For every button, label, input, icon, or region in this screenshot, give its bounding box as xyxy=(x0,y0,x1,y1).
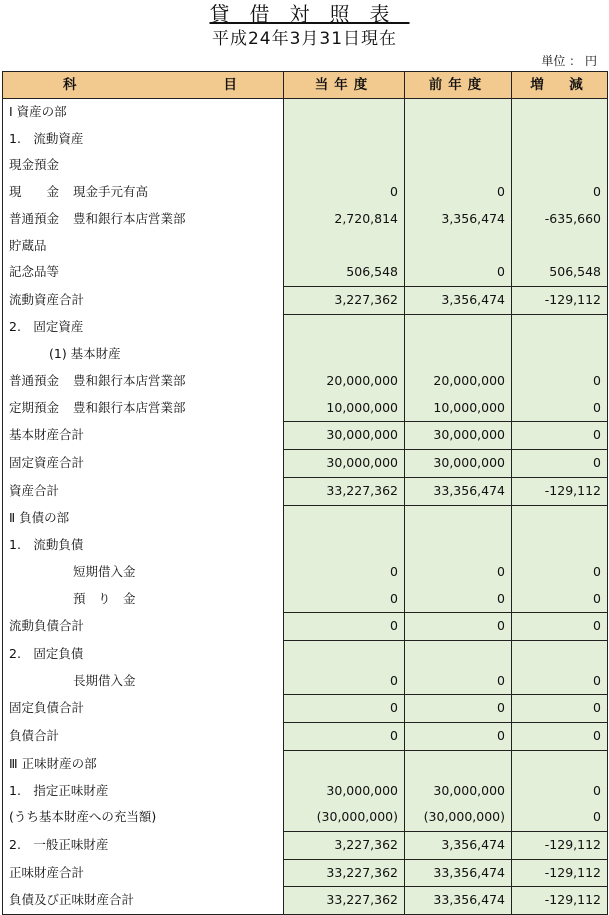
table-row xyxy=(3,668,608,695)
change-value: 0 xyxy=(512,695,608,723)
account-name: 普通預金 xyxy=(9,210,60,226)
table-row xyxy=(3,887,608,915)
previous-value xyxy=(405,99,512,126)
row-label xyxy=(3,206,284,233)
current-value: 30,000,000 xyxy=(284,422,405,450)
previous-value: 3,356,474 xyxy=(405,831,512,859)
account-detail: 豊和銀行本店営業部 xyxy=(73,210,186,226)
row-label: (うち基本財産への充当額) xyxy=(3,804,284,831)
row-label: 2. 一般正味財産 xyxy=(3,831,284,859)
previous-value: 30,000,000 xyxy=(405,778,512,805)
previous-value: 33,356,474 xyxy=(405,477,512,505)
change-value: -635,660 xyxy=(512,206,608,233)
current-value xyxy=(284,750,405,777)
table-row xyxy=(3,750,608,777)
row-label: 記念品等 xyxy=(3,259,284,286)
change-value xyxy=(512,641,608,668)
header-current-year: 当年度 xyxy=(284,72,405,99)
row-label xyxy=(3,395,284,422)
current-value: 10,000,000 xyxy=(284,395,405,422)
row-label: 1. 流動負債 xyxy=(3,532,284,559)
table-row xyxy=(3,233,608,260)
account-name: 普通預金 xyxy=(9,373,60,389)
account-name: 現 金 xyxy=(9,184,60,200)
change-value: 0 xyxy=(512,395,608,422)
row-label: 短期借入金 xyxy=(3,559,284,586)
current-value xyxy=(284,505,405,532)
previous-value: 0 xyxy=(405,259,512,286)
table-row xyxy=(3,477,608,505)
header-account xyxy=(3,72,284,99)
table-row xyxy=(3,532,608,559)
table-row xyxy=(3,126,608,153)
table-row xyxy=(3,368,608,395)
table-row xyxy=(3,778,608,805)
table-row xyxy=(3,179,608,206)
current-value xyxy=(284,641,405,668)
current-value: 0 xyxy=(284,179,405,206)
current-value: 33,227,362 xyxy=(284,477,405,505)
table-row xyxy=(3,450,608,478)
previous-value xyxy=(405,152,512,179)
row-label: 現金預金 xyxy=(3,152,284,179)
current-value: 2,720,814 xyxy=(284,206,405,233)
row-label: Ⅲ 正味財産の部 xyxy=(3,750,284,777)
current-value: 0 xyxy=(284,695,405,723)
change-value: -129,112 xyxy=(512,286,608,314)
row-label: 預 り 金 xyxy=(3,586,284,613)
table-row xyxy=(3,286,608,314)
change-value: -129,112 xyxy=(512,831,608,859)
current-value: 33,227,362 xyxy=(284,887,405,915)
table-row xyxy=(3,804,608,831)
change-value: 0 xyxy=(512,559,608,586)
change-value xyxy=(512,750,608,777)
balance-sheet-table xyxy=(2,71,608,915)
table-row xyxy=(3,152,608,179)
table-header-row xyxy=(3,72,608,99)
table-row xyxy=(3,341,608,368)
previous-value: 0 xyxy=(405,668,512,695)
document-date: 平成24年3月31日現在 xyxy=(211,29,398,49)
previous-value: 33,356,474 xyxy=(405,859,512,887)
previous-value: 0 xyxy=(405,559,512,586)
current-value: 506,548 xyxy=(284,259,405,286)
row-label: (1) 基本財産 xyxy=(3,341,284,368)
current-value: 33,227,362 xyxy=(284,859,405,887)
change-value: 506,548 xyxy=(512,259,608,286)
row-label: 流動負債合計 xyxy=(3,613,284,641)
table-row xyxy=(3,259,608,286)
current-value xyxy=(284,99,405,126)
header-change: 増 減 xyxy=(512,72,608,99)
change-value: 0 xyxy=(512,668,608,695)
account-detail: 豊和銀行本店営業部 xyxy=(73,399,186,415)
row-label: 固定資産合計 xyxy=(3,450,284,478)
current-value: 30,000,000 xyxy=(284,778,405,805)
row-label: 長期借入金 xyxy=(3,668,284,695)
current-value xyxy=(284,341,405,368)
header-account-right: 目 xyxy=(223,77,237,93)
change-value: 0 xyxy=(512,586,608,613)
current-value: 0 xyxy=(284,586,405,613)
table-row xyxy=(3,695,608,723)
current-value xyxy=(284,152,405,179)
current-value: 0 xyxy=(284,723,405,751)
row-label: Ⅰ 資産の部 xyxy=(3,99,284,126)
table-row xyxy=(3,613,608,641)
row-label: 2. 固定資産 xyxy=(3,314,284,341)
change-value xyxy=(512,314,608,341)
previous-value xyxy=(405,341,512,368)
previous-value: 0 xyxy=(405,613,512,641)
account-name: 定期預金 xyxy=(9,399,60,415)
row-label: 流動資産合計 xyxy=(3,286,284,314)
table-row xyxy=(3,559,608,586)
current-value: 0 xyxy=(284,559,405,586)
unit-label: 単位 ： 円 xyxy=(541,54,597,68)
previous-value: (30,000,000) xyxy=(405,804,512,831)
previous-value: 0 xyxy=(405,695,512,723)
previous-value xyxy=(405,532,512,559)
previous-value: 30,000,000 xyxy=(405,450,512,478)
row-label: 貯蔵品 xyxy=(3,233,284,260)
change-value: 0 xyxy=(512,368,608,395)
previous-value xyxy=(405,126,512,153)
previous-value: 0 xyxy=(405,586,512,613)
change-value xyxy=(512,505,608,532)
table-row xyxy=(3,99,608,126)
table-row xyxy=(3,206,608,233)
current-value: 3,227,362 xyxy=(284,286,405,314)
change-value xyxy=(512,126,608,153)
current-value xyxy=(284,233,405,260)
previous-value xyxy=(405,233,512,260)
change-value: 0 xyxy=(512,778,608,805)
header-previous-year: 前年度 xyxy=(405,72,512,99)
previous-value: 30,000,000 xyxy=(405,422,512,450)
change-value: 0 xyxy=(512,450,608,478)
current-value: 30,000,000 xyxy=(284,450,405,478)
change-value: 0 xyxy=(512,804,608,831)
change-value xyxy=(512,532,608,559)
change-value xyxy=(512,99,608,126)
row-label xyxy=(3,179,284,206)
previous-value: 3,356,474 xyxy=(405,286,512,314)
previous-value: 10,000,000 xyxy=(405,395,512,422)
current-value xyxy=(284,126,405,153)
current-value xyxy=(284,314,405,341)
current-value: 0 xyxy=(284,668,405,695)
current-value: 0 xyxy=(284,613,405,641)
change-value: -129,112 xyxy=(512,477,608,505)
header-account-left: 科 xyxy=(63,77,77,93)
row-label: 正味財産合計 xyxy=(3,859,284,887)
change-value: 0 xyxy=(512,613,608,641)
previous-value: 33,356,474 xyxy=(405,887,512,915)
table-row xyxy=(3,723,608,751)
table-row xyxy=(3,859,608,887)
table-row xyxy=(3,422,608,450)
current-value: (30,000,000) xyxy=(284,804,405,831)
row-label: 基本財産合計 xyxy=(3,422,284,450)
row-label xyxy=(3,368,284,395)
previous-value xyxy=(405,314,512,341)
table-row xyxy=(3,586,608,613)
account-detail: 豊和銀行本店営業部 xyxy=(73,373,186,389)
row-label: 固定負債合計 xyxy=(3,695,284,723)
change-value: -129,112 xyxy=(512,859,608,887)
previous-value: 20,000,000 xyxy=(405,368,512,395)
change-value xyxy=(512,341,608,368)
change-value xyxy=(512,233,608,260)
previous-value: 3,356,474 xyxy=(405,206,512,233)
table-row xyxy=(3,505,608,532)
change-value: 0 xyxy=(512,723,608,751)
table-row xyxy=(3,831,608,859)
row-label: Ⅱ 負債の部 xyxy=(3,505,284,532)
previous-value: 0 xyxy=(405,723,512,751)
table-row xyxy=(3,395,608,422)
table-row xyxy=(3,641,608,668)
previous-value xyxy=(405,505,512,532)
document-title: 貸借対照表 xyxy=(209,2,410,26)
current-value: 3,227,362 xyxy=(284,831,405,859)
previous-value xyxy=(405,750,512,777)
change-value: 0 xyxy=(512,422,608,450)
account-detail: 現金手元有高 xyxy=(73,184,149,200)
change-value: 0 xyxy=(512,179,608,206)
change-value: -129,112 xyxy=(512,887,608,915)
table-row xyxy=(3,314,608,341)
row-label: 負債合計 xyxy=(3,723,284,751)
change-value xyxy=(512,152,608,179)
row-label: 負債及び正味財産合計 xyxy=(3,887,284,915)
current-value xyxy=(284,532,405,559)
row-label: 2. 固定負債 xyxy=(3,641,284,668)
row-label: 1. 流動資産 xyxy=(3,126,284,153)
row-label: 資産合計 xyxy=(3,477,284,505)
current-value: 20,000,000 xyxy=(284,368,405,395)
previous-value: 0 xyxy=(405,179,512,206)
previous-value xyxy=(405,641,512,668)
row-label: 1. 指定正味財産 xyxy=(3,778,284,805)
